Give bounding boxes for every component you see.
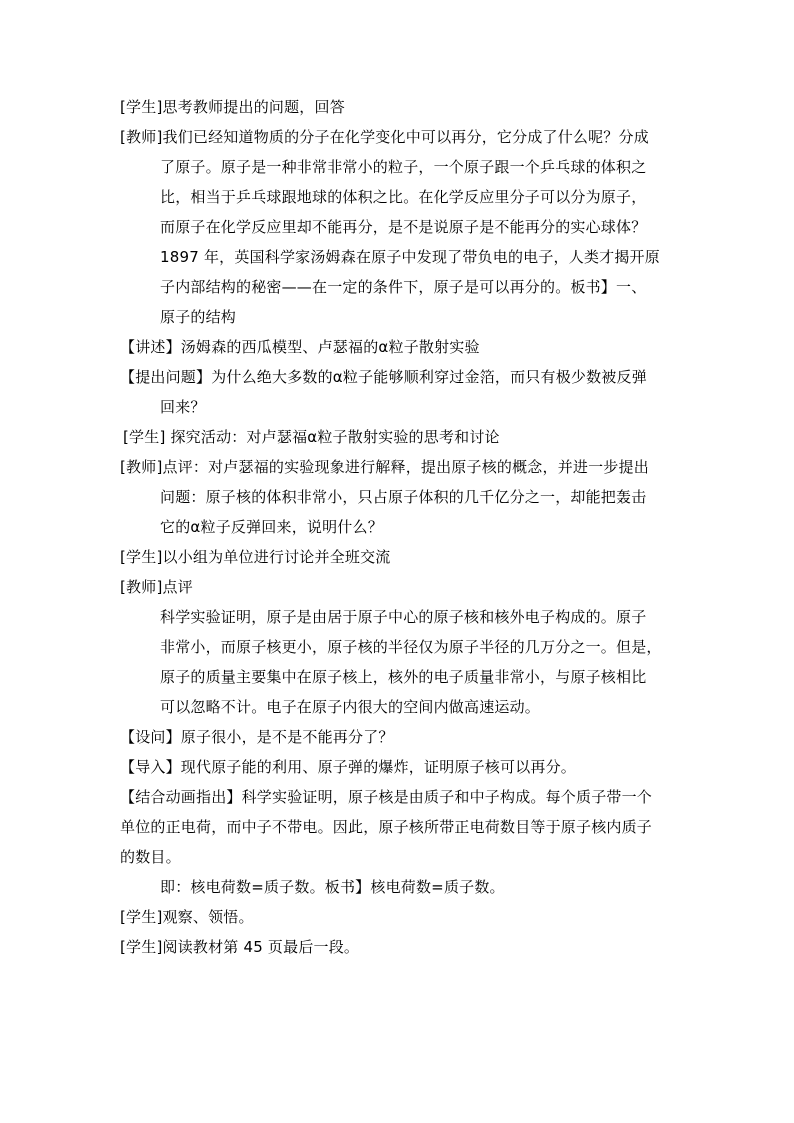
text-line-7: 子内部结构的秘密——在一定的条件下，原子是可以再分的。板书】一、 xyxy=(160,278,647,296)
text-line-9: 【讲述】汤姆森的西瓜模型、卢瑟福的α粒子散射实验 xyxy=(120,338,480,356)
text-line-12: [学生] 探究活动：对卢瑟福α粒子散射实验的思考和讨论 xyxy=(123,428,500,446)
text-line-15: 它的α粒子反弹回来，说明什么？ xyxy=(160,518,383,536)
text-line-14: 问题：原子核的体积非常小，只占原子体积的几千亿分之一，却能把轰击 xyxy=(160,488,647,506)
text-line-20: 原子的质量主要集中在原子核上，核外的电子质量非常小，与原子核相比 xyxy=(160,668,647,686)
text-line-18: 科学实验证明，原子是由居于原子中心的原子核和核外电子构成的。原子 xyxy=(160,608,647,626)
text-line-10: 【提出问题】为什么绝大多数的α粒子能够顺利穿过金箔，而只有极少数被反弹 xyxy=(120,368,647,386)
text-line-27: 即：核电荷数=质子数。板书】核电荷数=质子数。 xyxy=(160,878,505,896)
text-line-6: 1897 年，英国科学家汤姆森在原子中发现了带负电的电子，人类才揭开原 xyxy=(160,248,660,266)
text-line-13: [教师]点评：对卢瑟福的实验现象进行解释，提出原子核的概念，并进一步提出 xyxy=(120,458,649,476)
text-line-21: 可以忽略不计。电子在原子内很大的空间内做高速运动。 xyxy=(160,698,541,716)
text-line-19: 非常小，而原子核更小，原子核的半径仅为原子半径的几万分之一。但是， xyxy=(160,638,662,656)
text-line-22: 【设问】原子很小，是不是不能再分了？ xyxy=(120,728,394,746)
text-line-2: [教师]我们已经知道物质的分子在化学变化中可以再分，它分成了什么呢？分成 xyxy=(120,128,649,146)
text-line-29: [学生]阅读教材第 45 页最后一段。 xyxy=(120,938,360,956)
text-line-23: 【导入】现代原子能的利用、原子弹的爆炸，证明原子核可以再分。 xyxy=(120,758,577,776)
text-line-8: 原子的结构 xyxy=(160,308,237,326)
text-line-11: 回来？ xyxy=(160,398,206,416)
text-line-4: 比，相当于乒乓球跟地球的体积之比。在化学反应里分子可以分为原子， xyxy=(160,188,647,206)
text-line-16: [学生]以小组为单位进行讨论并全班交流 xyxy=(120,548,391,566)
text-line-26: 的数目。 xyxy=(120,848,181,866)
text-line-17: [教师]点评 xyxy=(120,578,193,596)
text-line-28: [学生]观察、领悟。 xyxy=(120,908,254,926)
document-body xyxy=(120,92,680,962)
text-line-5: 而原子在化学反应里却不能再分，是不是说原子是不能再分的实心球体？ xyxy=(160,218,647,236)
text-line-1: [学生]思考教师提出的问题，回答 xyxy=(120,98,345,116)
text-line-25: 单位的正电荷，而中子不带电。因此，原子核所带正电荷数目等于原子核内质子 xyxy=(120,818,653,836)
text-line-24: 【结合动画指出】科学实验证明，原子核是由质子和中子构成。每个质子带一个 xyxy=(120,788,653,806)
text-line-3: 了原子。原子是一种非常非常小的粒子，一个原子跟一个乒乓球的体积之 xyxy=(160,158,647,176)
